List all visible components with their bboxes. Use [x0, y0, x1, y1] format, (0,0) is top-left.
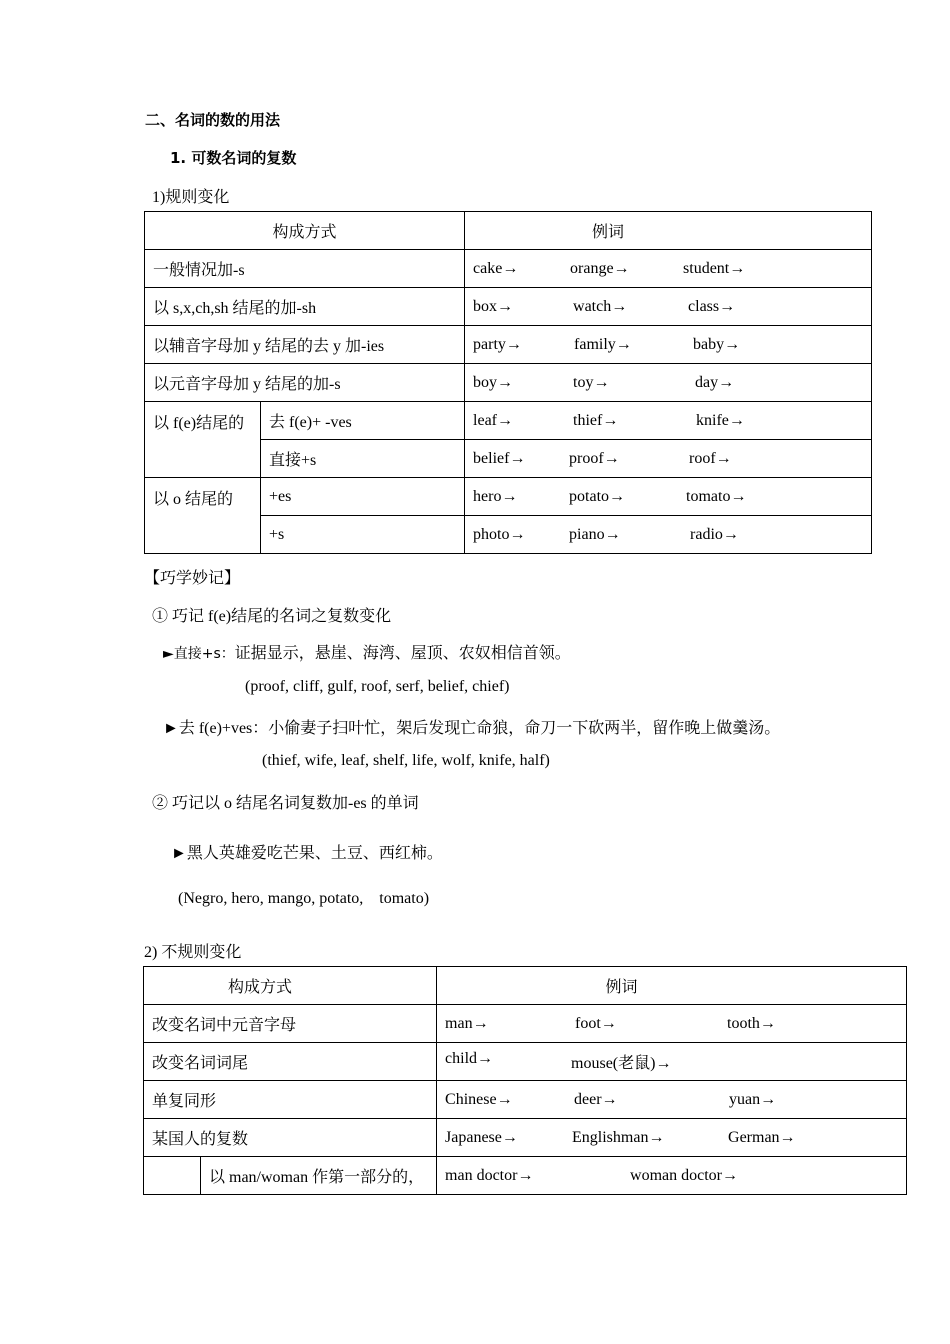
- table-header-row: [144, 967, 907, 1005]
- table-row: [144, 1005, 907, 1043]
- header-method: 构成方式: [145, 212, 465, 250]
- tip2-text: ►黑人英雄爱吃芒果、土豆、西红柿。: [171, 845, 443, 862]
- memory-heading: 【巧学妙记】: [144, 570, 241, 587]
- table-row: [144, 1043, 907, 1081]
- header-examples: 例词: [465, 212, 872, 250]
- tip1-title: ① 巧记 f(e)结尾的名词之复数变化: [152, 608, 392, 625]
- regular-heading: 1)规则变化: [152, 189, 230, 206]
- examples-cell: belief→ proof→ roof→: [465, 440, 872, 478]
- tip1-a-text: 证据显示，悬崖、海湾、屋顶、农奴相信首领。: [234, 645, 571, 662]
- rule-cell: 某国人的复数: [144, 1119, 437, 1157]
- examples-cell: Japanese→ Englishman→ German→: [437, 1119, 907, 1157]
- rule-cell: 去 f(e)+ -ves: [261, 402, 465, 440]
- examples-cell: box→ watch→ class→: [465, 288, 872, 326]
- o-group-label: 以 o 结尾的: [145, 478, 261, 554]
- irregular-table: [143, 966, 907, 1195]
- table-row: [144, 1157, 907, 1195]
- header-method: 构成方式: [144, 967, 437, 1005]
- examples-cell: man doctor→ woman doctor→: [437, 1157, 907, 1195]
- examples-cell: hero→ potato→ tomato→: [465, 478, 872, 516]
- table-row: [145, 364, 872, 402]
- tip1-b: ►去 f(e)+ves：小偷妻子扫叶忙，架后发现亡命狼，命刀一下砍两半，留作晚上做羹汤。: [163, 720, 781, 737]
- table-row: [144, 1119, 907, 1157]
- rule-cell: 以 s,x,ch,sh 结尾的加-sh: [145, 288, 465, 326]
- tip2-title: ② 巧记以 o 结尾名词复数加-es 的单词: [152, 795, 419, 812]
- regular-table: [144, 211, 872, 554]
- rule-cell: 以辅音字母加 y 结尾的去 y 加-ies: [145, 326, 465, 364]
- tip1-b-words: (thief, wife, leaf, shelf, life, wolf, knife, half): [262, 752, 550, 769]
- irregular-heading: 2) 不规则变化: [144, 944, 242, 961]
- examples-cell: child→ mouse(老鼠)→: [437, 1043, 907, 1081]
- tip1-a-words: (proof, cliff, gulf, roof, serf, belief, chief): [245, 678, 510, 695]
- rule-cell: 以 man/woman 作第一部分的，: [201, 1157, 437, 1195]
- examples-cell: Chinese→ deer→ yuan→: [437, 1081, 907, 1119]
- fe-group-label: 以 f(e)结尾的: [145, 402, 261, 478]
- table-row: [145, 326, 872, 364]
- examples-cell: man→ foot→ tooth→: [437, 1005, 907, 1043]
- examples-cell: party→ family→ baby→: [465, 326, 872, 364]
- table-row: [145, 402, 872, 440]
- empty-cell: [144, 1157, 201, 1195]
- examples-cell: leaf→ thief→ knife→: [465, 402, 872, 440]
- subsection-title: 1. 可数名词的复数: [170, 149, 297, 167]
- rule-cell: 改变名词中元音字母: [144, 1005, 437, 1043]
- table-row: [144, 1081, 907, 1119]
- tip1-a: [163, 640, 571, 663]
- tip1-a-marker: ►直接+s：: [163, 646, 235, 662]
- rule-cell: 直接+s: [261, 440, 465, 478]
- rule-cell: 以元音字母加 y 结尾的加-s: [145, 364, 465, 402]
- rule-cell: 改变名词词尾: [144, 1043, 437, 1081]
- rule-cell: +s: [261, 516, 465, 554]
- examples-cell: photo→ piano→ radio→: [465, 516, 872, 554]
- rule-cell: 单复同形: [144, 1081, 437, 1119]
- table-header-row: [145, 212, 872, 250]
- section-title: 二、名词的数的用法: [145, 111, 281, 129]
- header-examples: 例词: [437, 967, 907, 1005]
- rule-cell: 一般情况加-s: [145, 250, 465, 288]
- table-row: [145, 288, 872, 326]
- table-row: [145, 478, 872, 516]
- rule-cell: +es: [261, 478, 465, 516]
- table-row: [145, 250, 872, 288]
- examples-cell: cake→ orange→ student→: [465, 250, 872, 288]
- tip2-words: (Negro, hero, mango, potato, tomato): [178, 890, 430, 907]
- examples-cell: boy→ toy→ day→: [465, 364, 872, 402]
